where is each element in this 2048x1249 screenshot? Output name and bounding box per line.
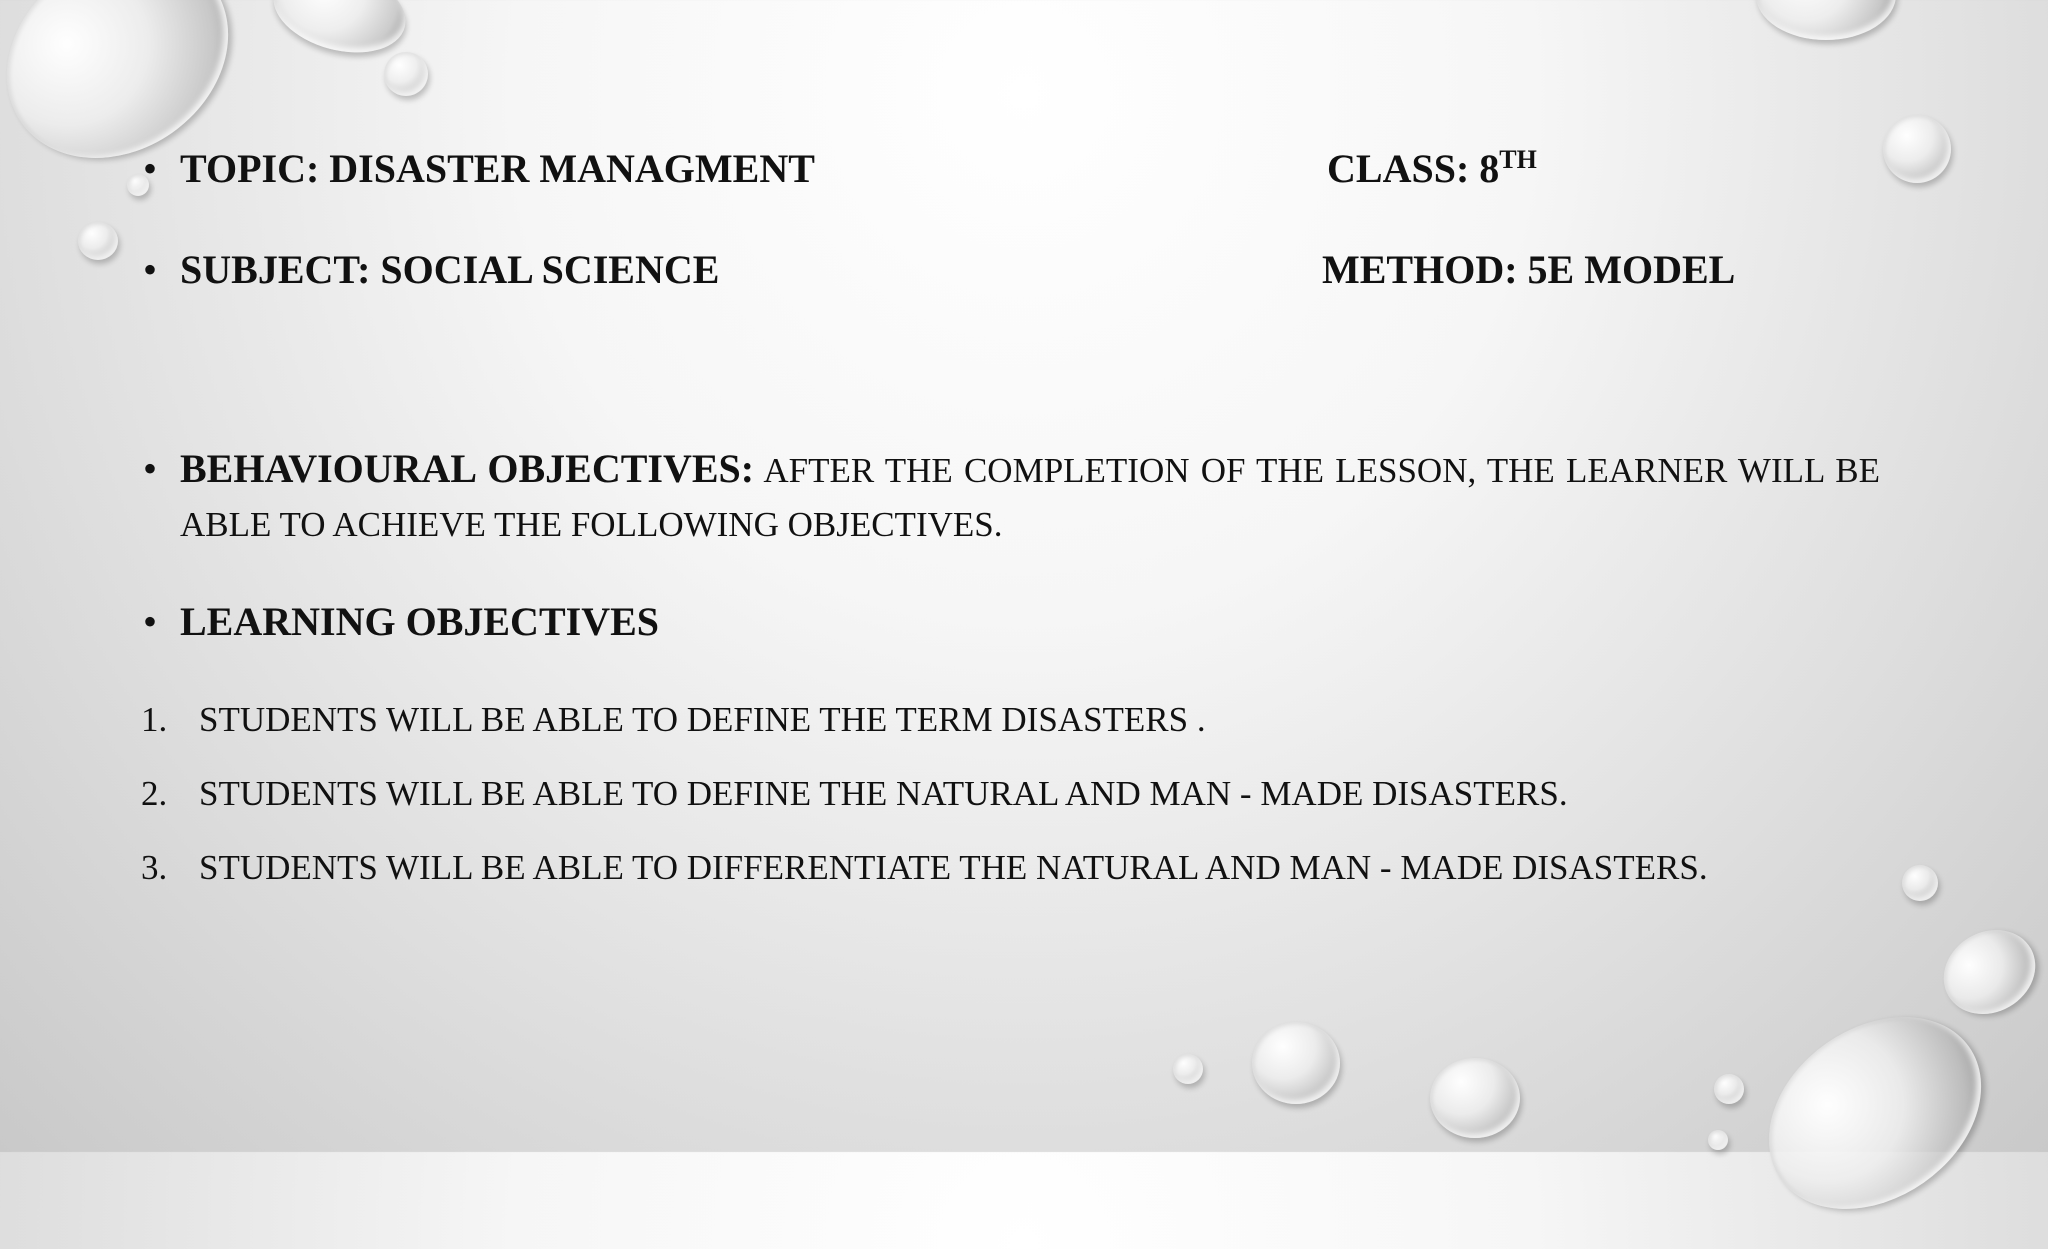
behavioural-heading: BEHAVIOURAL OBJECTIVES:: [180, 446, 755, 491]
learning-objectives-heading: LEARNING OBJECTIVES: [180, 599, 660, 644]
topic-line: TOPIC: DISASTER MANAGMENT: [180, 146, 815, 191]
behavioural-text: AFTER THE COMPLETION OF THE LESSON, THE LEARNER WILL BE ABLE TO ACHIEVE THE FOLLOWING OBJECTIVES.: [180, 451, 1880, 544]
water-drop-decoration: [1756, 0, 1896, 40]
behavioural-objectives: [180, 442, 1880, 552]
water-drop-decoration: [1252, 1022, 1340, 1104]
water-drop-decoration: [1173, 1054, 1203, 1084]
water-drop-decoration: [1714, 1074, 1744, 1104]
list-item-number: 3.: [141, 848, 168, 887]
water-drop-decoration: [1732, 977, 2018, 1248]
list-item-text: STUDENTS WILL BE ABLE TO DIFFERENTIATE THE NATURAL AND MAN - MADE DISASTERS.: [199, 848, 1708, 887]
water-drop-decoration: [1708, 1130, 1728, 1150]
bullet-glyph: •: [143, 247, 158, 292]
water-drop-decoration: [1430, 1058, 1520, 1138]
subject-line: SUBJECT: SOCIAL SCIENCE: [180, 247, 720, 292]
list-item-text: STUDENTS WILL BE ABLE TO DEFINE THE TERM DISASTERS .: [199, 700, 1206, 739]
class-label: [1327, 145, 1537, 193]
bullet-glyph: •: [143, 146, 158, 191]
list-item-number: 1.: [141, 700, 168, 739]
water-drop-decoration: [1928, 914, 2048, 1031]
water-drop-decoration: [1883, 115, 1951, 183]
bullet-glyph: •: [143, 446, 158, 491]
list-item-text: STUDENTS WILL BE ABLE TO DEFINE THE NATURAL AND MAN - MADE DISASTERS.: [199, 774, 1568, 813]
water-drop-decoration: [78, 222, 118, 260]
class-suffix: TH: [1499, 145, 1537, 174]
class-value: CLASS: 8: [1327, 146, 1500, 191]
water-drop-decoration: [384, 52, 428, 96]
bullet-glyph: •: [143, 599, 158, 644]
list-item-number: 2.: [141, 774, 168, 813]
method-line: METHOD: 5E MODEL: [1322, 247, 1736, 292]
water-drop-decoration: [1902, 865, 1938, 901]
